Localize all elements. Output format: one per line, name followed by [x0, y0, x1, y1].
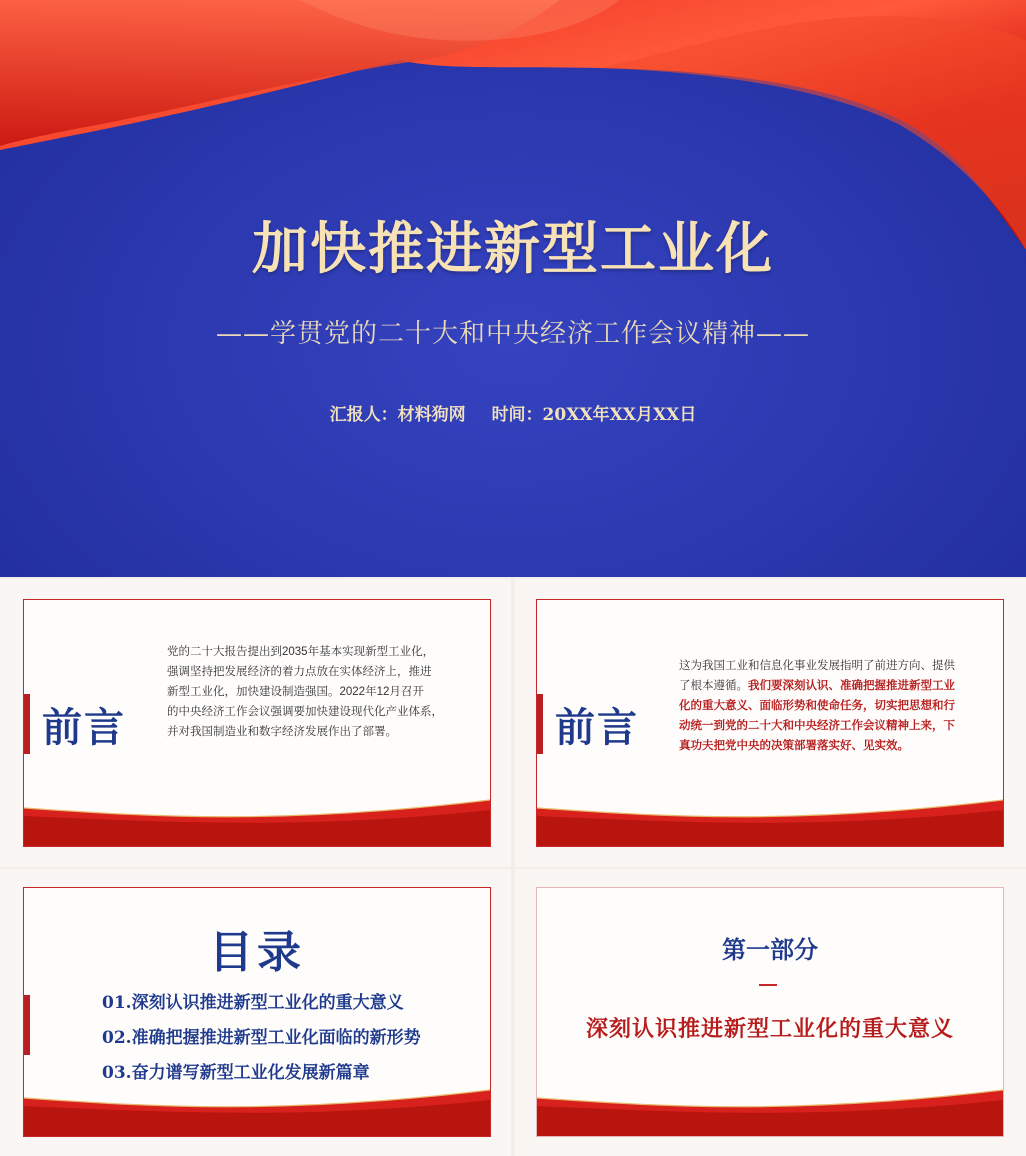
preface-line: 新型工业化，加快建设制造强国。2022年12月召开: [167, 686, 424, 698]
accent-bar: [24, 694, 30, 754]
accent-bar: [537, 694, 543, 754]
cover-info: [0, 400, 1026, 425]
cover-subtitle: ——学贯党的二十大和中央经济工作会议精神——: [215, 319, 810, 349]
section-label: 第一部分: [722, 935, 818, 964]
toc-item[interactable]: 02.准确把握推进新型工业化面临的新形势: [102, 1028, 421, 1048]
toc-item[interactable]: 03.奋力谱写新型工业化发展新篇章: [102, 1063, 370, 1083]
slide-toc[interactable]: [23, 887, 491, 1137]
preface-paragraph: [167, 642, 467, 742]
cover-title: 加快推进新型工业化: [252, 216, 774, 282]
cover-slide[interactable]: [0, 0, 1026, 577]
reporter-label: 汇报人：材料狗网: [329, 405, 466, 425]
slide-section-1[interactable]: [536, 887, 1004, 1137]
red-wave-decoration: [537, 786, 1003, 846]
red-wave-decoration: [24, 786, 490, 846]
preface-line: 并对我国制造业和数字经济发展作出了部署。: [167, 726, 397, 738]
red-wave-decoration: [24, 1076, 490, 1136]
toc-item[interactable]: 01.深刻认识推进新型工业化的重大意义: [102, 993, 404, 1013]
toc-title: 目录: [209, 927, 305, 978]
preface-title: 前言: [42, 704, 126, 751]
section-title: 深刻认识推进新型工业化的重大意义: [585, 1016, 954, 1042]
preface-highlight-text: 我们要深刻认识、准确把握推进新型工业化的重大意义、面临形势和使命任务，切实把思想和行动统一到党的二十大和中央经济工作会议精神上来，下真功夫把党中央的决策部署落实好、见实效。: [679, 680, 955, 752]
preface-line: 党的二十大报告提出到2035年基本实现新型工业化，: [167, 646, 435, 658]
slide-preface-1[interactable]: [23, 599, 491, 847]
preface-line: 的中央经济工作会议强调要加快建设现代化产业体系，: [167, 706, 443, 718]
preface-paragraph: [679, 656, 964, 756]
preface-plain-text: 这为我国工业和信息化事业发展指明了前进方向、提供了根本遵循。: [679, 660, 955, 692]
slide-preface-2[interactable]: [536, 599, 1004, 847]
section-divider: [759, 984, 777, 986]
preface-title: 前言: [555, 704, 639, 751]
red-wave-decoration: [537, 1076, 1003, 1136]
red-silk-ribbon: [0, 0, 1026, 577]
preface-line: 强调坚持把发展经济的着力点放在实体经济上，推进: [167, 666, 432, 678]
date-label: 时间：20XX年XX月XX日: [491, 405, 697, 425]
accent-bar: [24, 995, 30, 1055]
